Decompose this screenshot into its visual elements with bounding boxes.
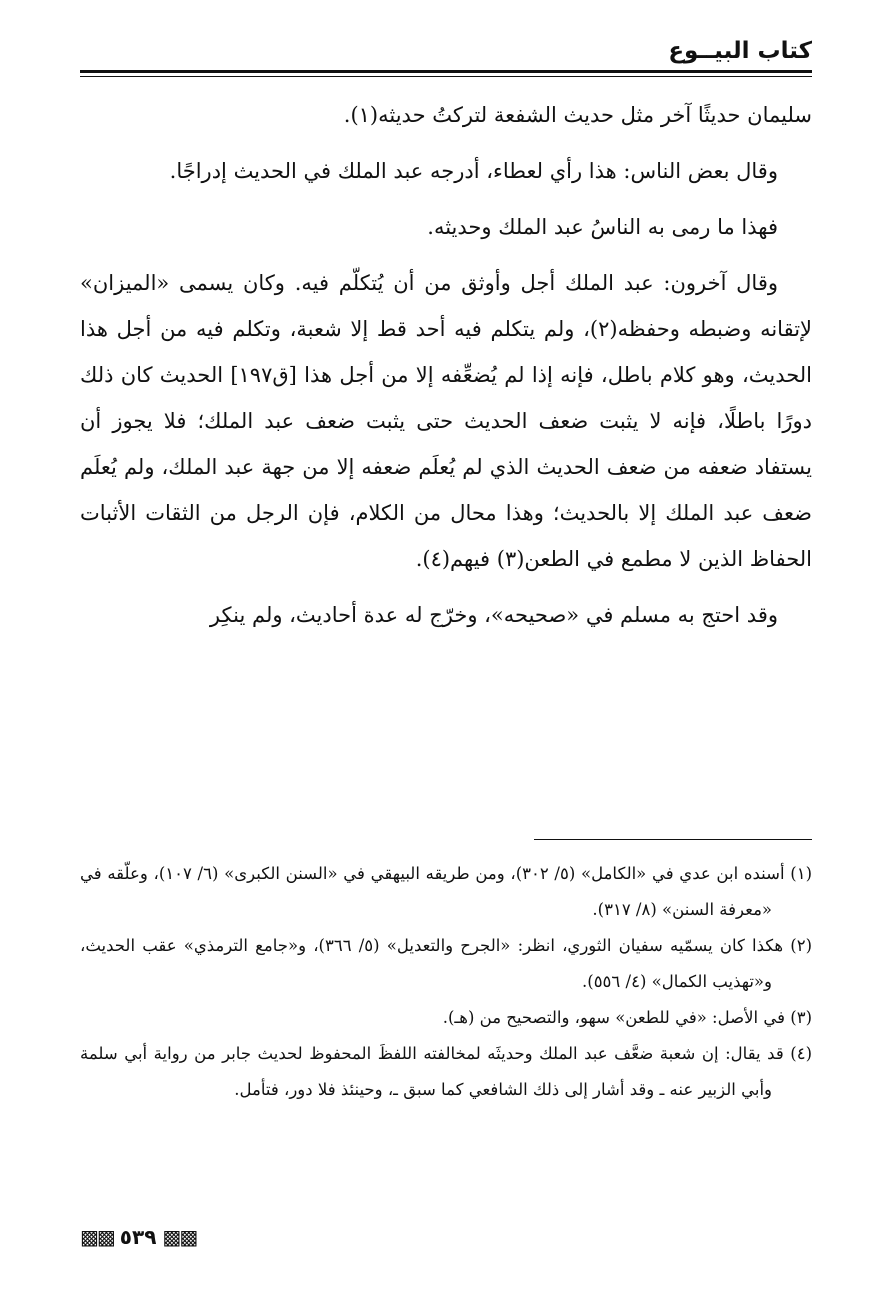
page-folio — [80, 1225, 196, 1249]
main-text — [80, 92, 812, 648]
footnote: (٢) هكذا كان يسمّيه سفيان الثوري، انظر: «الجرح والتعديل» (٥/ ٣٦٦)، و«جامع الترمذي» عقب الحديث، و«تهذيب الكمال» (٤/ ٥٥٦). — [80, 936, 813, 991]
footnote: (٤) قد يقال: إن شعبة ضعَّف عبد الملك وحديثَه لمخالفته اللفظَ المحفوظ لحديث جابر من رواية أبي سلمة وأبي الزبير عنه ـ وقد أشار إلى ذلك الشافعي كما سبق ـ، وحينئذ فلا دور، فتأمل. — [80, 1044, 812, 1099]
header-rule-thin — [80, 76, 812, 77]
paragraph: وقد احتج به مسلم في «صحيحه»، وخرّج له عدة أحاديث، ولم ينكِر — [209, 603, 778, 627]
running-header: كتاب البيــوع — [668, 38, 812, 64]
paragraph: فهذا ما رمى به الناسُ عبد الملك وحديثه. — [427, 215, 778, 239]
footnotes — [80, 856, 812, 1108]
paragraph: وقال بعض الناس: هذا رأي لعطاء، أدرجه عبد الملك في الحديث إدراجًا. — [169, 159, 778, 183]
footnote: (٣) في الأصل: «في للطعن» سهو، والتصحيح من (هـ). — [442, 1008, 812, 1027]
ornament-icon: ▩▩ — [162, 1225, 197, 1249]
page-number: ٥٣٩ — [119, 1225, 157, 1249]
footnote: (١) أسنده ابن عدي في «الكامل» (٥/ ٣٠٢)، ومن طريقه البيهقي في «السنن الكبرى» (٦/ ١٠٧)، وعلّقه في «معرفة السنن» (٨/ ٣١٧). — [80, 864, 812, 919]
paragraph: وقال آخرون: عبد الملك أجل وأوثق من أن يُتكلّم فيه. وكان يسمى «الميزان» لإتقانه وضبطه وحفظه(٢)، ولم يتكلم فيه أحد قط إلا شعبة، وتكلم فيه من أجل هذا الحديث، وهو كلام باطل، فإنه إذا لم يُضعِّفه إلا من أجل هذا [ق١٩٧] الحديث كان ذلك دورًا باطلًا، فإنه لا يثبت ضعف الحديث حتى يثبت ضعف عبد الملك؛ فلا يجوز أن يستفاد ضعفه من ضعف الحديث الذي لم يُعلَم ضعفه إلا من جهة عبد الملك، ولم يُعلَم ضعف عبد الملك إلا بالحديث؛ وهذا محال من الكلام، فإن الرجل من الثقات الأثبات الحفاظ الذين لا مطمع في الطعن(٣) فيهم(٤). — [80, 271, 813, 571]
ornament-icon: ▩▩ — [80, 1225, 114, 1249]
header-rule-thick — [80, 70, 812, 73]
paragraph: سليمان حديثًا آخر مثل حديث الشفعة لتركتُ حديثه(١). — [343, 103, 812, 127]
footnote-separator — [534, 839, 812, 840]
